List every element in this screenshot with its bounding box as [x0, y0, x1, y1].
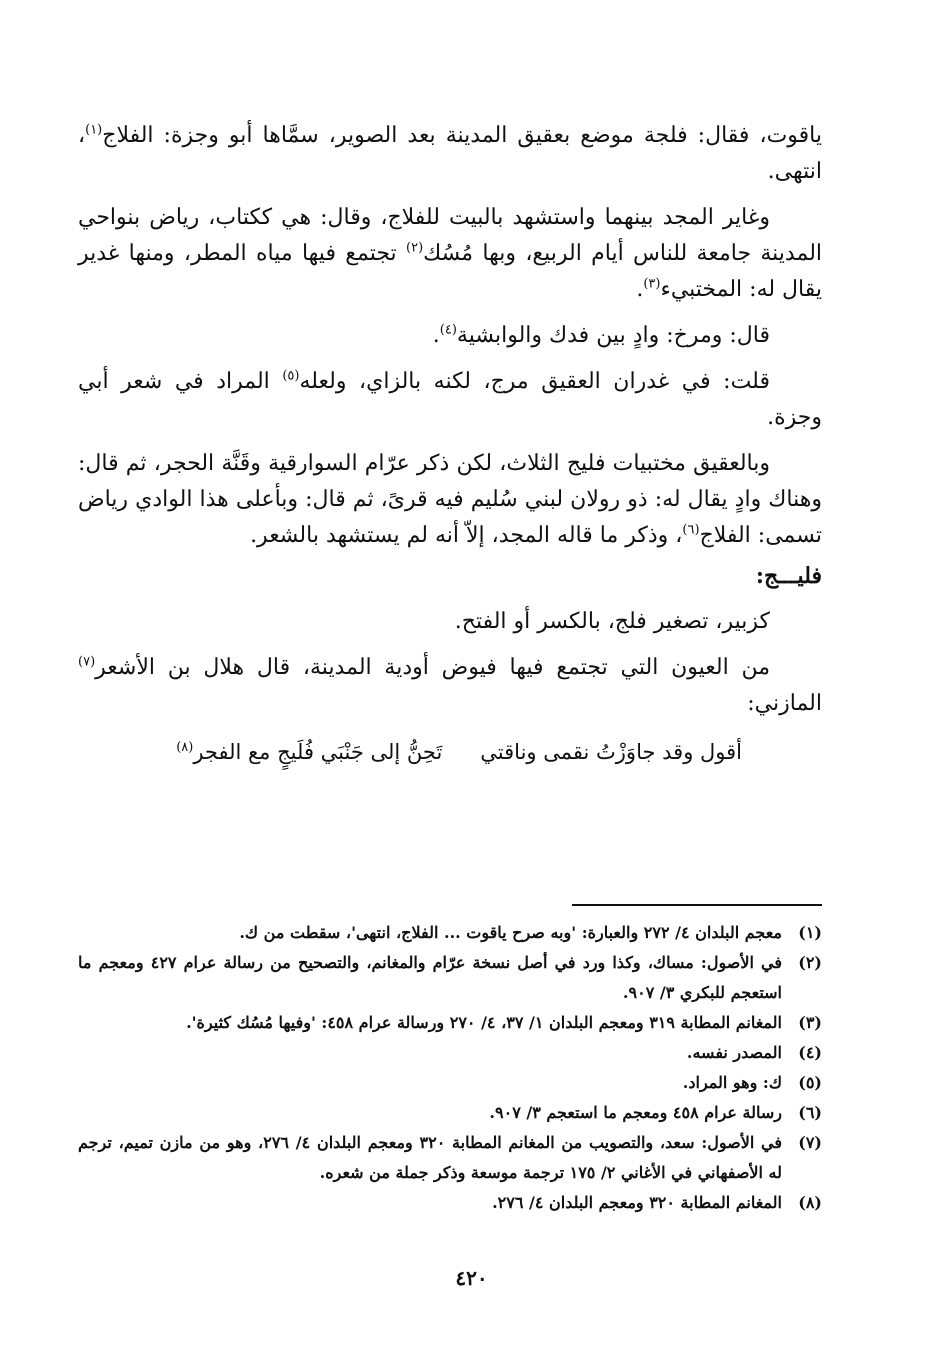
footnote-1 [78, 918, 822, 948]
footnote-number: (٢) [798, 953, 822, 972]
footnote-number: (٧) [798, 1133, 822, 1152]
footnote-separator [572, 904, 822, 906]
footnote-ref-8[interactable]: (٨) [176, 740, 194, 755]
paragraph-6 [78, 604, 822, 640]
footnote-number: (٨) [798, 1193, 822, 1212]
footnote-ref-3[interactable]: (٣) [643, 276, 661, 292]
text-run: تَحِنُّ إلى جَنْبَي فُلَيجٍ مع الفجر [193, 740, 443, 764]
footnote-text: رسالة عرام ٤٥٨ ومعجم ما استعجم ٣/ ٩٠٧. [489, 1103, 782, 1122]
footnote-text: المغانم المطابة ٣١٩ ومعجم البلدان ١/ ٣٧، ٤/ ٢٧٠ ورسالة عرام ٤٥٨: 'وفيها مُسُك كثيرة'. [186, 1013, 782, 1032]
footnote-ref-1[interactable]: (١) [85, 122, 103, 138]
footnote-number: (١) [798, 923, 822, 942]
paragraph-2 [78, 200, 822, 308]
main-text [78, 118, 822, 770]
footnote-text: معجم البلدان ٤/ ٢٧٢ والعبارة: 'وبه صرح ياقوت ... الفلاج، انتهى'، سقطت من ك. [239, 923, 782, 942]
text-run: وبالعقيق مختبيات فليج الثلاث، لكن ذكر عرّام السوارقية وقَنَّة الحجر، ثم قال: وهناك وادٍ يقال له: ذو رولان لبني سُليم فيه قرىً، ثم قال: وبأعلى هذا الوادي رياض تسمى: الفلاج [78, 451, 822, 548]
footnote-4 [78, 1038, 822, 1068]
footnote-text: في الأصول: سعد، والتصويب من المغانم المطابة ٣٢٠ ومعجم البلدان ٤/ ٢٧٦، وهو من مازن تميم، ترجم له الأصفهاني في الأغاني ٢/ ١٧٥ ترجمة موسعة وذكر جملة من شعره. [78, 1133, 783, 1182]
text-run: ياقوت، فقال: فلجة موضع بعقيق المدينة بعد الصوير، سمَّاها أبو وجزة: الفلاج [102, 123, 822, 148]
footnote-text: ك: وهو المراد. [682, 1073, 782, 1092]
footnote-3 [78, 1008, 822, 1038]
footnote-number: (٦) [798, 1103, 822, 1122]
text-run: قلت: في غدران العقيق مرج، لكنه بالزاي، ولعله [299, 369, 770, 394]
text-run: من العيون التي تجتمع فيها فيوض أودية المدينة، قال هلال بن الأشعر [95, 655, 770, 680]
verse-hemistich-1: أقول وقد جاوَزْتُ نقمى وناقتي [480, 740, 742, 764]
text-run: تجتمع فيها مياه المطر، ومنها غدير يقال له: المختبيء [78, 241, 822, 302]
paragraph-7 [78, 650, 822, 722]
text-run: ، وذكر ما قاله المجد، إلاّ أنه لم يستشهد بالشعر. [250, 523, 683, 548]
footnote-7 [78, 1128, 822, 1188]
footnote-text: في الأصول: مساك، وكذا ورد في أصل نسخة عرّام والمغانم، والتصحيح من رسالة عرام ٤٢٧ ومعجم ما استعجم للبكري ٣/ ٩٠٧. [78, 953, 783, 1002]
poem-verse [78, 734, 822, 770]
paragraph-5 [78, 446, 822, 554]
footnotes [78, 918, 822, 1218]
text-run: ، انتهى. [78, 123, 822, 184]
footnote-text: المصدر نفسه. [686, 1043, 782, 1062]
section-heading: فليـــج: [755, 563, 822, 589]
text-run: وغاير المجد بينهما واستشهد بالبيت للفلاج، وقال: هي ككتاب، رياض بنواحي المدينة جامعة للناس أيام الربيع، وبها مُسُك [78, 205, 823, 266]
page-number: ٤٢٠ [455, 1266, 488, 1290]
footnote-number: (٣) [798, 1013, 822, 1032]
text-run: كزبير، تصغير فلج، بالكسر أو الفتح. [454, 609, 770, 634]
paragraph-1 [78, 118, 822, 190]
footnote-text: المغانم المطابة ٣٢٠ ومعجم البلدان ٤/ ٢٧٦. [492, 1193, 782, 1212]
footnote-5 [78, 1068, 822, 1098]
footnote-6 [78, 1098, 822, 1128]
footnote-ref-5[interactable]: (٥) [282, 368, 300, 384]
footnote-ref-6[interactable]: (٦) [682, 522, 700, 538]
footnote-ref-4[interactable]: (٤) [439, 322, 457, 338]
footnote-number: (٥) [798, 1073, 822, 1092]
text-run: المازني: [747, 691, 822, 716]
footnote-ref-7[interactable]: (٧) [78, 654, 96, 670]
text-run: قال: ومرخ: وادٍ بين فدك والوابشية [456, 323, 770, 348]
text-run: . [636, 277, 644, 302]
paragraph-4 [78, 364, 822, 436]
footnote-8 [78, 1188, 822, 1218]
text-run: المراد في شعر أبي وجزة. [78, 369, 822, 430]
footnote-2 [78, 948, 822, 1008]
footnote-number: (٤) [798, 1043, 822, 1062]
paragraph-3 [78, 318, 822, 354]
verse-hemistich-2 [176, 734, 442, 770]
text-run: . [432, 323, 440, 348]
footnote-ref-2[interactable]: (٢) [406, 240, 424, 256]
